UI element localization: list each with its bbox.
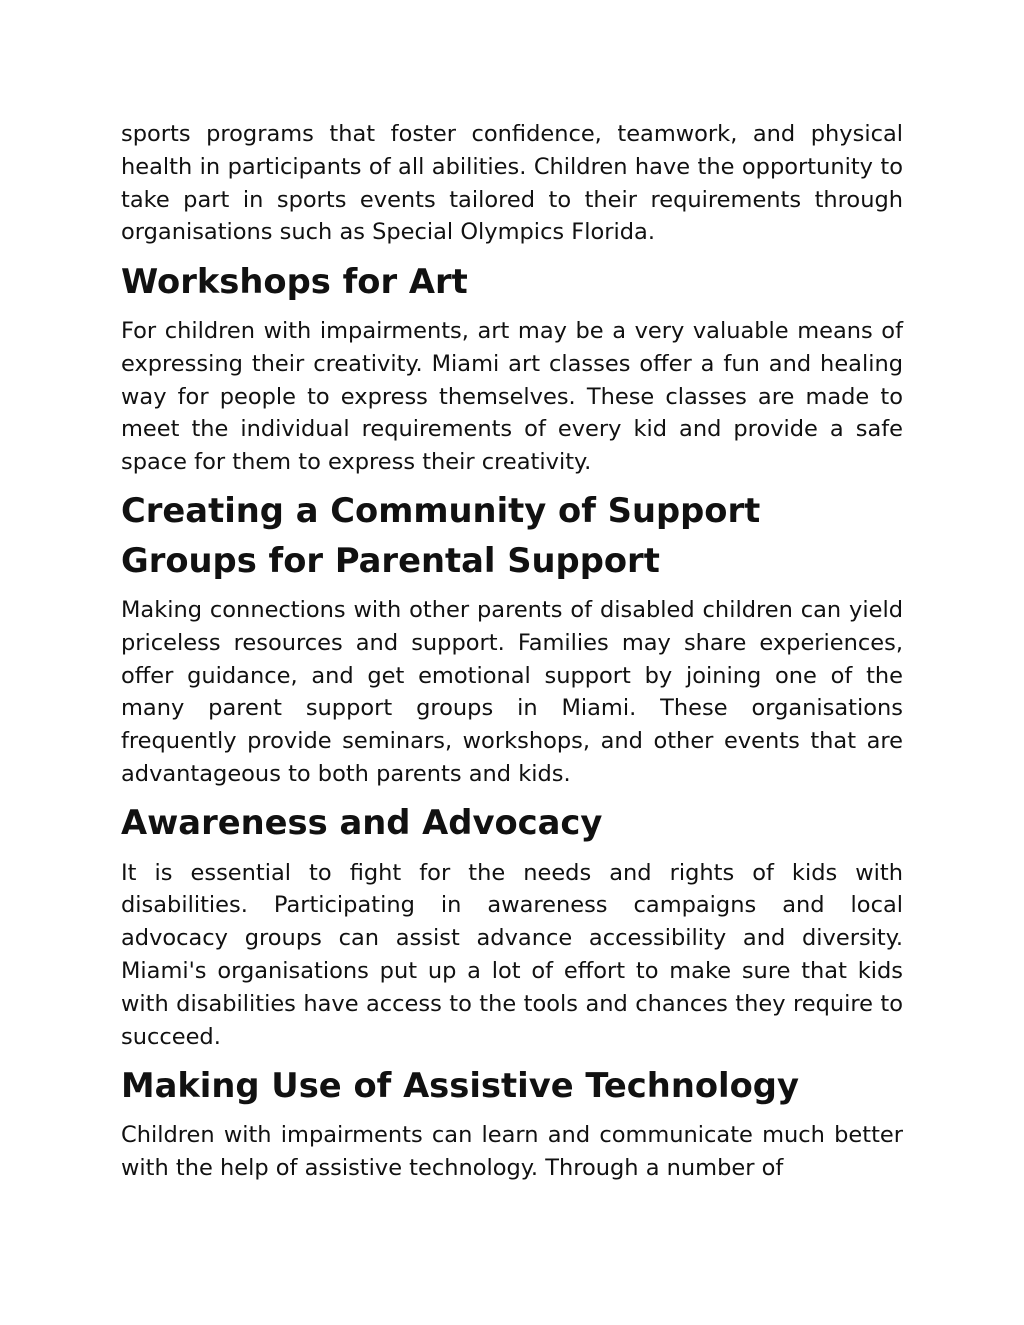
paragraph-parental-support: Making connections with other parents of disabled children can yield priceless resources and support. Families may share experiences, offer guidance, and get emotional support by joining one of the many parent support groups in Miami. These organisations frequently provide seminars, workshops, and other events that are advantageous to both parents and kids.	[121, 597, 903, 788]
paragraph-assistive-technology: Children with impairments can learn and communicate much better with the help of assistive technology. Through a number of	[121, 1122, 903, 1182]
heading-parental-support: Groups for Parental Support	[121, 540, 660, 580]
document-page	[121, 118, 903, 1201]
heading-workshops-for-art: Workshops for Art	[121, 261, 468, 301]
paragraph-art-workshops: For children with impairments, art may be a very valuable means of expressing their creativity. Miami art classes offer a fun and healing way for people to express themselves. These classes are made to meet the individual requirements of every kid and provide a safe space for them to express their creativity.	[121, 317, 903, 476]
heading-community-of-support: Creating a Community of Support	[121, 491, 761, 531]
heading-assistive-technology: Making Use of Assistive Technology	[121, 1065, 799, 1105]
paragraph-awareness-advocacy: It is essential to fight for the needs and rights of kids with disabilities. Participating in awareness campaigns and local advocacy groups can assist advance accessibility and diversity. Miami's organisations put up a lot of effort to make sure that kids with disabilities have access to the tools and chances they require to succeed.	[121, 859, 903, 1050]
paragraph-sports-programs: sports programs that foster confidence, teamwork, and physical health in participants of all abilities. Children have the opportunity to take part in sports events tailored to their requirements through organisations such as Special Olympics Florida.	[121, 121, 903, 246]
heading-awareness-advocacy: Awareness and Advocacy	[121, 803, 603, 843]
